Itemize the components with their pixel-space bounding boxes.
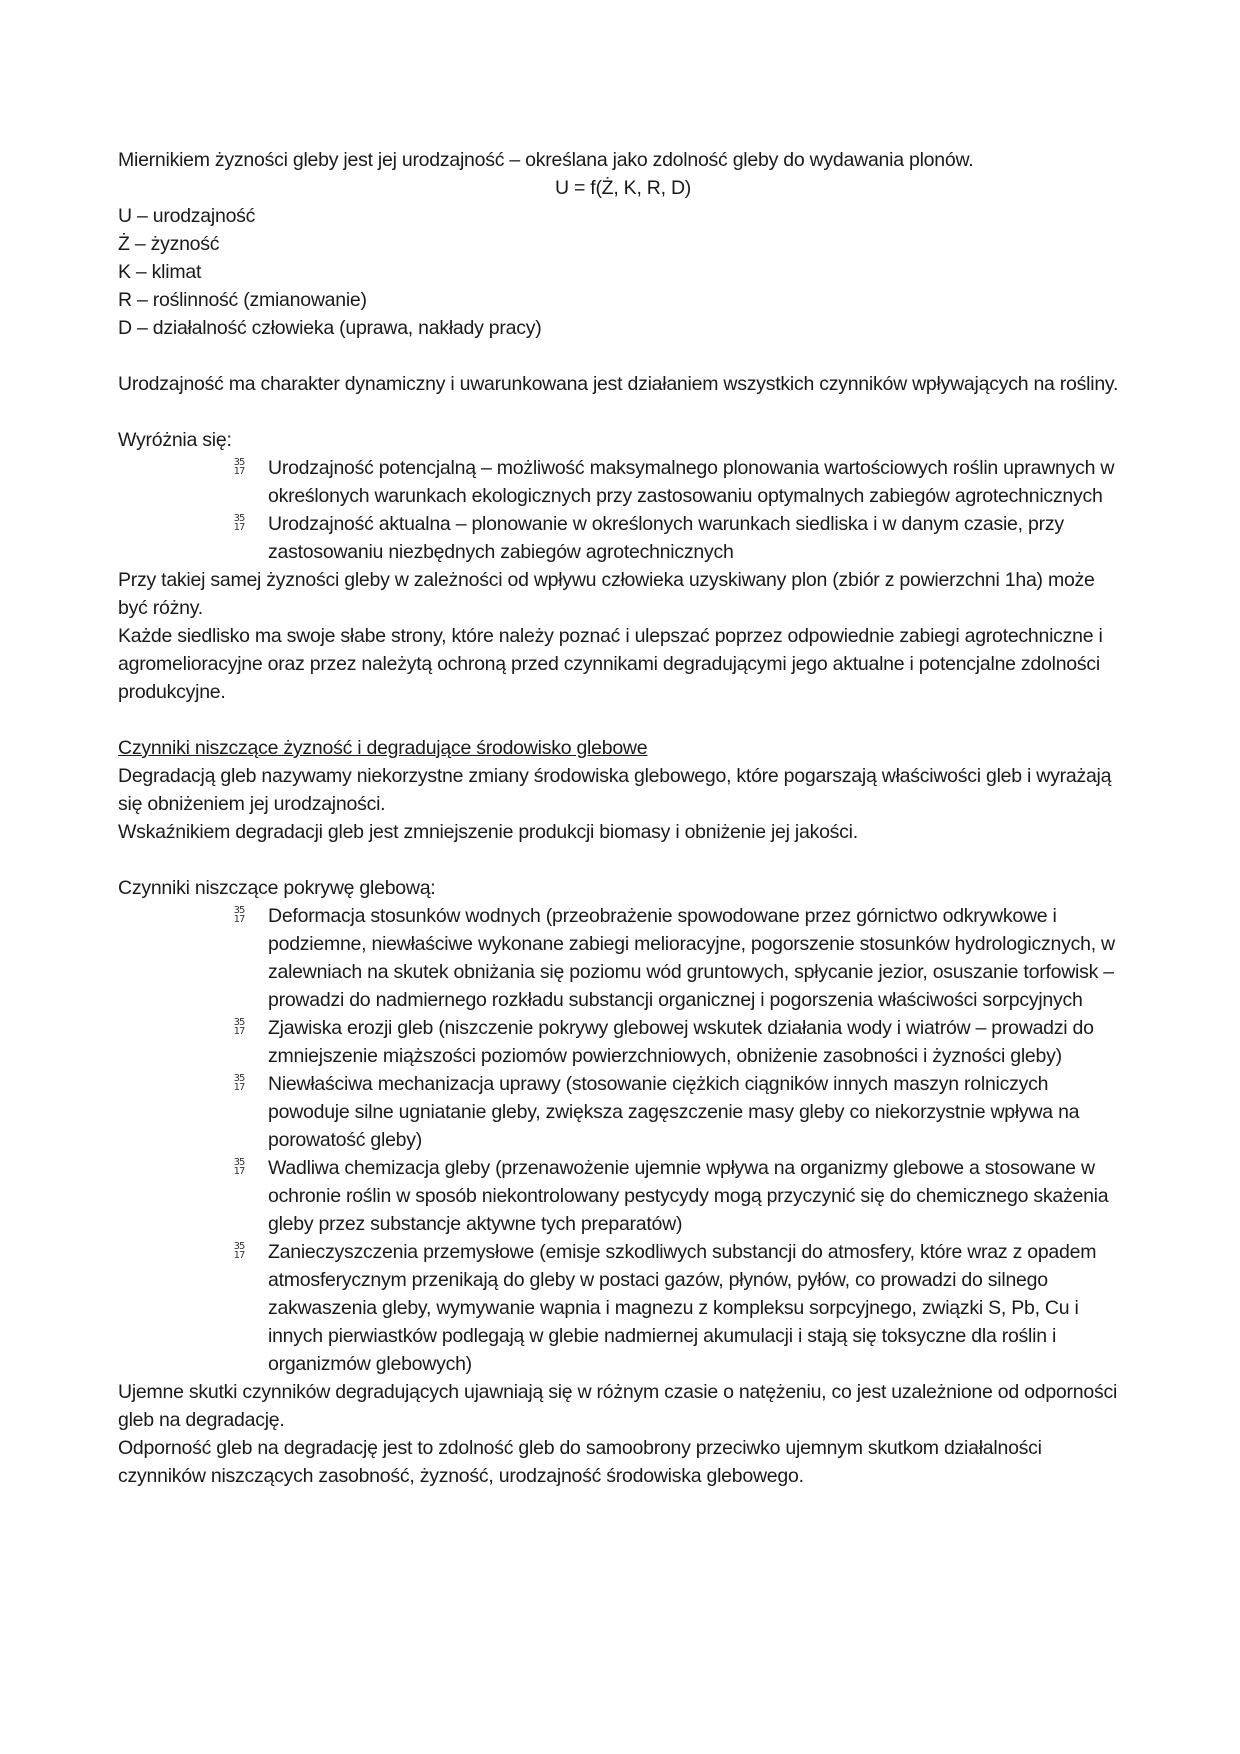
factors-heading: Czynniki niszczące pokrywę glebową: — [118, 877, 436, 899]
list-item-text: Niewłaściwa mechanizacja uprawy (stosowanie ciężkich ciągników innych maszyn rolniczych powoduje silne ugniatanie gleby, zwiększa zagęszczenie masy gleby co niekorzystnie wpływa na porowatość gleby) — [268, 1073, 1080, 1151]
list-item — [118, 1070, 1128, 1154]
definition-r: R – roślinność (zmianowanie) — [118, 289, 367, 311]
bullet-icon: 35 17 — [233, 905, 245, 925]
habitat-paragraph: Każde siedlisko ma swoje słabe strony, które należy poznać i ulepszać poprzez odpowiednie zabiegi agrotechniczne i agromelioracyjne oraz przez należytą ochroną przed czynnikami degradującymi jego aktualne i potencjalne zdolności produkcyjne. — [118, 625, 1103, 703]
list-item — [118, 1014, 1128, 1070]
definition-u: U – urodzajność — [118, 205, 256, 227]
list-item-text: Urodzajność aktualna – plonowanie w określonych warunkach siedliska i w danym czasie, przy zastosowaniu niezbędnych zabiegów agrotechnicznych — [268, 513, 1064, 563]
section-heading: Czynniki niszczące żyzność i degradujące środowisko glebowe — [118, 737, 648, 759]
bullet-icon: 35 17 — [233, 1017, 245, 1037]
spacer — [118, 342, 1128, 370]
document-body — [118, 146, 1128, 1490]
spacer — [118, 398, 1128, 426]
list-item-text: Urodzajność potencjalną – możliwość maksymalnego plonowania wartościowych roślin uprawnych w określonych warunkach ekologicznych przy zastosowaniu optymalnych zabiegów agrotechnicznych — [268, 457, 1115, 507]
bullet-icon: 35 17 — [233, 1157, 245, 1177]
spacer — [118, 706, 1128, 734]
bullet-icon: 35 17 — [233, 513, 245, 533]
spacer — [118, 846, 1128, 874]
list-item-text: Zanieczyszczenia przemysłowe (emisje szkodliwych substancji do atmosfery, które wraz z opadem atmosferycznym przenikają do gleby w postaci gazów, płynów, pyłów, co prowadzi do silnego zakwaszenia gleby, wymywanie wapnia i magnezu z kompleksu sorpcyjnego, związki S, Pb, Cu i innych pierwiastków podlegają w glebie nadmiernej akumulacji i stają się toksyczne dla roślin i organizmów glebowych) — [268, 1241, 1097, 1375]
degradation-definition: Degradacją gleb nazywamy niekorzystne zmiany środowiska glebowego, które pogarszają właściwości gleb i wyrażają się obniżeniem jej urodzajności. — [118, 765, 1112, 815]
bullet-icon: 35 17 — [233, 1241, 245, 1261]
definition-k: K – klimat — [118, 261, 202, 283]
list-item — [118, 1154, 1128, 1238]
list-item — [118, 510, 1128, 566]
dynamic-paragraph: Urodzajność ma charakter dynamiczny i uwarunkowana jest działaniem wszystkich czynników wpływających na rośliny. — [118, 373, 1119, 395]
fertility-formula: U = f(Ż, K, R, D) — [554, 177, 692, 199]
list-item-text: Zjawiska erozji gleb (niszczenie pokrywy glebowej wskutek działania wody i wiatrów – prowadzi do zmniejszenie miąższości poziomów powierzchniowych, obniżenie zasobności i żyzności gleby) — [268, 1017, 1094, 1067]
intro-paragraph: Miernikiem żyzności gleby jest jej urodzajność – określana jako zdolność gleby do wydawania plonów. — [118, 149, 974, 171]
list-item — [118, 1238, 1128, 1378]
same-fertility-paragraph: Przy takiej samej żyzności gleby w zależności od wpływu człowieka uzyskiwany plon (zbiór z powierzchni 1ha) może być różny. — [118, 569, 1095, 619]
list-item — [118, 902, 1128, 1014]
list-item — [118, 454, 1128, 510]
resistance-definition: Odporność gleb na degradację jest to zdolność gleb do samoobrony przeciwko ujemnym skutkom działalności czynników niszczących zasobność, żyzność, urodzajność środowiska glebowego. — [118, 1437, 1042, 1487]
list-item-text: Deformacja stosunków wodnych (przeobrażenie spowodowane przez górnictwo odkrywkowe i podziemne, niewłaściwe wykonane zabiegi melioracyjne, pogorszenie stosunków hydrologicznych, w zalewniach na skutek obniżania się poziomu wód gruntowych, spłycanie jezior, osuszanie torfowisk – prowadzi do nadmiernego rozkładu substancji organicznej i pogorszenia właściwości sorpcyjnych — [268, 905, 1115, 1011]
distinguish-heading: Wyróżnia się: — [118, 429, 232, 451]
bullet-icon: 35 17 — [233, 1073, 245, 1093]
negative-effects-paragraph: Ujemne skutki czynników degradujących ujawniają się w różnym czasie o natężeniu, co jest uzależnione od odporności gleb na degradację. — [118, 1381, 1118, 1431]
definition-d: D – działalność człowieka (uprawa, nakłady pracy) — [118, 317, 542, 339]
list-item-text: Wadliwa chemizacja gleby (przenawożenie ujemnie wpływa na organizmy glebowe a stosowane w ochronie roślin w sposób niekontrolowany pestycydy mogą przyczynić się do chemicznego skażenia gleby przez substancje aktywne tych preparatów) — [268, 1157, 1109, 1235]
definition-z: Ż – żyzność — [118, 233, 220, 255]
factors-list — [118, 902, 1128, 1378]
bullet-icon: 35 17 — [233, 457, 245, 477]
degradation-indicator: Wskaźnikiem degradacji gleb jest zmniejszenie produkcji biomasy i obniżenie jej jakości. — [118, 821, 858, 843]
fertility-types-list — [118, 454, 1128, 566]
